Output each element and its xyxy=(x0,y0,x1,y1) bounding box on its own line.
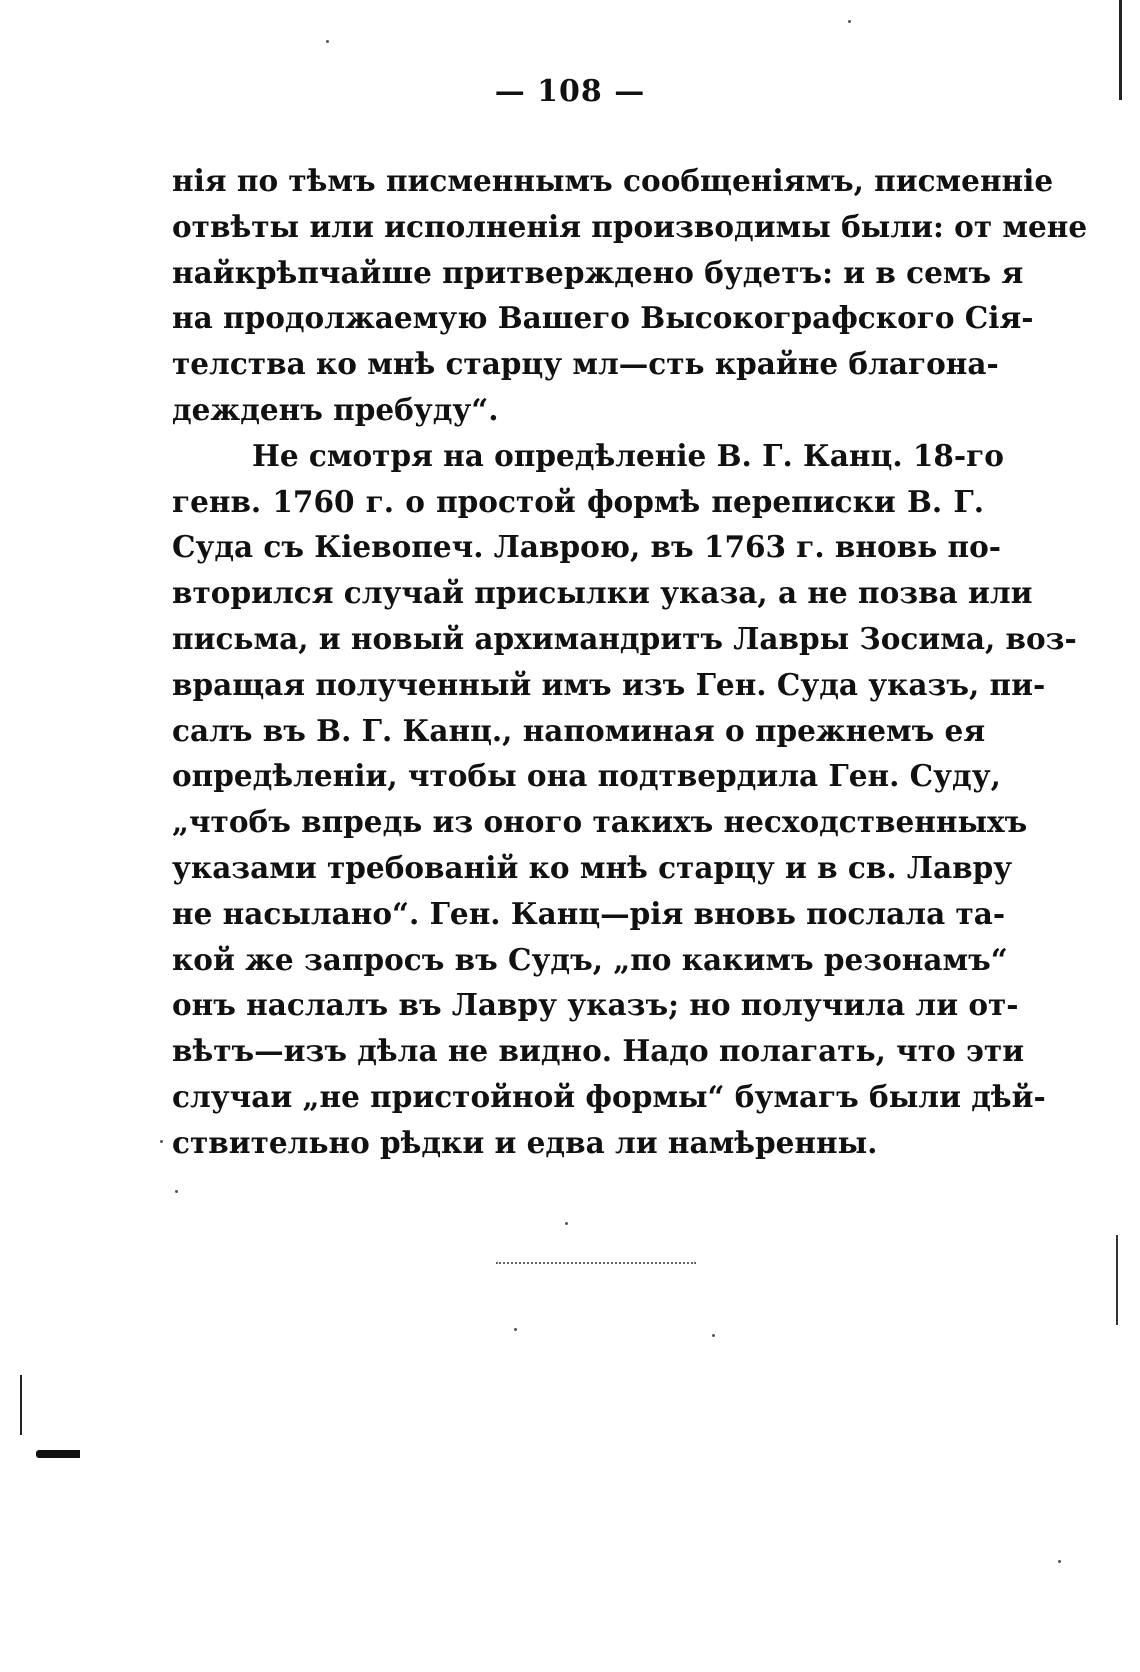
scan-speck xyxy=(848,20,851,23)
text-line: отвѣты или исполненія производимы были: от мене xyxy=(172,208,1088,244)
scan-speck xyxy=(160,1140,163,1143)
text-line: ствительно рѣдки и едва ли намѣренны. xyxy=(172,1124,878,1160)
scan-speck xyxy=(326,40,329,43)
scan-left-mark xyxy=(20,1375,22,1435)
scan-speck xyxy=(1058,1560,1061,1563)
text-line: Не смотря на опредѣленіе В. Г. Канц. 18-го xyxy=(252,437,1004,473)
text-line: салъ въ В. Г. Канц., напоминая о прежнемъ ея xyxy=(172,712,986,748)
text-line: дежденъ пребуду“. xyxy=(172,391,499,427)
text-line: „чтобъ впредь из оного такихъ несходственныхъ xyxy=(172,804,1028,840)
text-line: кой же запросъ въ Судъ, „по какимъ резонамъ“ xyxy=(172,941,1008,977)
text-line: телства ко мнѣ старцу мл—сть крайне благона- xyxy=(172,346,999,382)
text-line: не насылано“. Ген. Канц—рія вновь послала та- xyxy=(172,895,1006,931)
text-line: генв. 1760 г. о простой формѣ переписки В. Г. xyxy=(172,483,984,519)
text-line: онъ наслалъ въ Лавру указъ; но получила ли от- xyxy=(172,987,1019,1023)
scan-left-arrow-mark xyxy=(36,1450,80,1458)
scan-speck xyxy=(175,1190,178,1193)
body-text xyxy=(172,158,1088,1166)
text-line: нія по тѣмъ писменнымъ сообщеніямъ, писменніе xyxy=(172,163,1054,198)
text-line: случаи „не пристойной формы“ бумагъ были дѣй- xyxy=(172,1078,1046,1114)
scan-edge-mark-lower xyxy=(1116,1235,1118,1325)
text-line: Суда съ Кіевопеч. Лаврою, въ 1763 г. вновь по- xyxy=(172,529,1001,565)
text-line: вращая полученный имъ изъ Ген. Суда указъ, пи- xyxy=(172,666,1046,702)
scan-speck xyxy=(514,1328,517,1331)
dotted-rule xyxy=(496,1262,696,1264)
text-line: найкрѣпчайше притверждено будетъ: и в семъ я xyxy=(172,254,1024,290)
text-line: на продолжаемую Вашего Высокографского Сія- xyxy=(172,300,1034,336)
text-line: опредѣленіи, чтобы она подтвердила Ген. Суду, xyxy=(172,758,1001,794)
text-line: указами требованій ко мнѣ старцу и в св. Лавру xyxy=(172,849,1013,885)
scan-speck xyxy=(712,1334,715,1337)
text-line: вѣтъ—изъ дѣла не видно. Надо полагать, что эти xyxy=(172,1033,1025,1069)
scan-speck xyxy=(565,1222,568,1225)
text-line: вторился случай присылки указа, а не позва или xyxy=(172,575,1033,611)
page-number: — 108 — xyxy=(494,74,646,109)
text-line: письма, и новый архимандритъ Лавры Зосима, воз- xyxy=(172,620,1077,656)
